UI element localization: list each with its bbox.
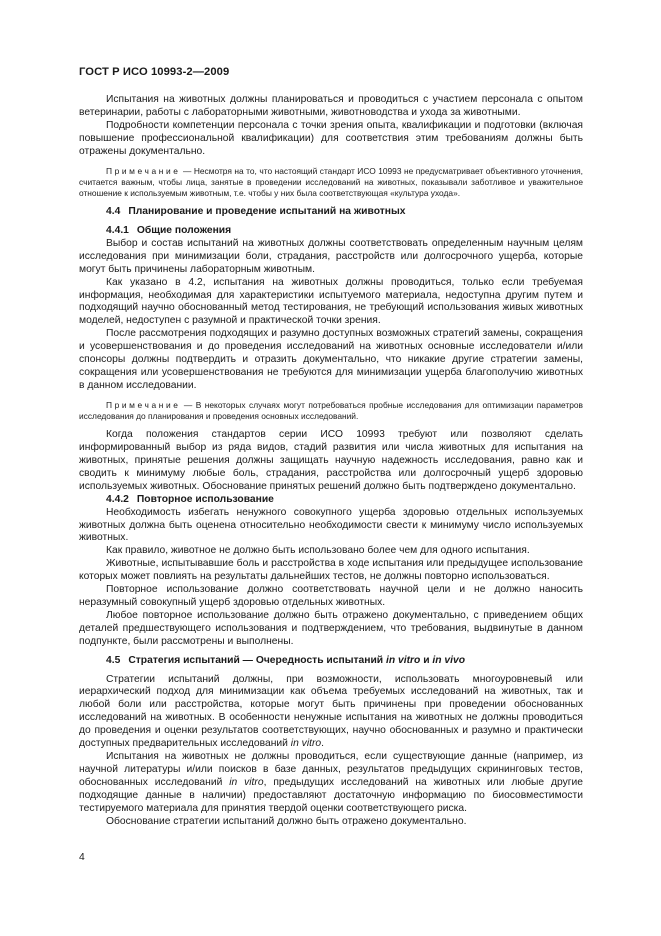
page-number: 4 <box>79 852 85 863</box>
section-title: Планирование и проведение испытаний на животных <box>128 206 406 218</box>
section-title-italic: in vivo <box>432 654 466 666</box>
paragraph-text: , предыдущих исследований на животных или любые другие подходящие данные в наличии) предоставляют достаточную информацию по биосовместимости тестируемого материала для принятия твердой оценки соответствующего риска. <box>79 776 583 814</box>
section-number: 4.4 <box>106 206 121 218</box>
note <box>79 400 583 422</box>
section-title: Общие положения <box>136 225 232 237</box>
document-header: ГОСТ Р ИСО 10993-2—2009 <box>79 66 230 78</box>
paragraph: Обоснование стратегии испытаний должно быть отражено документально. <box>106 815 467 827</box>
section-heading-4-5 <box>79 655 583 668</box>
paragraph: Подробности компетенции персонала с точки зрения опыта, квалификации и подготовки (включая повышение профессиональной квалификации) для соответствия этим требованиям должны быть отражены документально. <box>79 119 583 157</box>
paragraph: После рассмотрения подходящих и разумно доступных возможных стратегий замены, сокращения и усовершенствования и до проведения исследований на животных основные исследователи и/или спонсоры должны подтвердить и отразить документально, что никакие другие стратегии замены, сокращения или усовершенствования не требуются для минимизации ущерба благополучию животных в данном исследовании. <box>79 328 583 391</box>
paragraph: Испытания на животных должны планироваться и проводиться с участием персонала с опытом ветеринарии, работы с лабораторными животными, животноводства и ухода за животными. <box>79 94 583 118</box>
paragraph: Как правило, животное не должно быть использовано более чем для одного испытания. <box>106 545 530 557</box>
page-content <box>79 94 583 828</box>
section-heading-4-4 <box>79 206 583 219</box>
section-number: 4.5 <box>106 654 121 666</box>
paragraph: Повторное использование должно соответствовать научной цели и не должно наносить неразумный совокупный ущерб здоровью отдельных животных. <box>79 584 583 609</box>
paragraph-text: Испытания на животных не должны проводиться, если существующие данные (например, из научной литературы и/или поисков в базе данных, результатов предыдущих скрининговых тестов, обоснованных исследований <box>79 750 583 788</box>
paragraph: Выбор и состав испытаний на животных должны соответствовать определенным научным целям исследования при минимизации боли, страдания, расстройств или долгосрочного ущерба, которые могут быть причинены лабораторным животным. <box>79 237 583 275</box>
note-text: — В некоторых случаях могут потребоваться пробные исследования для оптимизации параметров исследования до планирования и проведения основных исследований. <box>79 399 583 422</box>
note <box>79 166 583 200</box>
paragraph <box>79 751 583 816</box>
subsection-heading-4-4-1 <box>79 225 583 238</box>
section-title: Повторное использование <box>136 493 274 505</box>
section-title-italic: in vitro <box>386 654 421 666</box>
subsection-heading-4-4-2 <box>79 494 583 507</box>
note-text: — Несмотря на то, что настоящий стандарт ИСО 10993 не предусматривает объективного уточнения, считается важным, чтобы лица, занятые в проведении исследований на животных, показывали заботливое и уважительное отношение к используемым животным, т.е. чтобы у них была соответствующая «культура ухода». <box>79 165 583 198</box>
section-number: 4.4.2 <box>106 493 129 505</box>
paragraph: Любое повторное использование должно быть отражено документально, с приведением общих деталей предшествующего использования и подтверждением, что требования, выдвинутые в данном подпункте, были рассмотрены и выполнены. <box>79 609 583 647</box>
note-label: Примечание <box>106 399 181 410</box>
paragraph: Необходимость избегать ненужного совокупного ущерба здоровью отдельных используемых животных должна быть оценена относительно необходимости свести к минимуму число используемых животных. <box>79 506 583 544</box>
paragraph-text: Стратегии испытаний должны, при возможности, использовать многоуровневый или иерархический подход для минимизации как объема требуемых исследований на животных, так и любой боли или расстройства, которые могут быть причинены при проведении обоснованных исследований на животных. В особенности ненужные испытания на животных не должны проводиться до проведения и оценки результатов соответствующих, научно обоснованных и разумно и практически доступных предварительных исследований <box>79 673 583 750</box>
note-label: Примечание <box>106 165 181 176</box>
paragraph-italic: in vitro <box>229 776 264 788</box>
paragraph: Как указано в 4.2, испытания на животных должны проводиться, только если требуемая информация, необходимая для характеристики испытуемого материала, недоступна другим путем и подходящий научно обоснованный метод тестирования, не требующий использования живых животных моделей, недоступен с разумной и практической точки зрения. <box>79 276 583 327</box>
section-title: Стратегия испытаний — Очередность испытаний <box>128 654 386 666</box>
paragraph <box>79 674 583 751</box>
paragraph-italic: in vitro <box>290 738 322 750</box>
section-number: 4.4.1 <box>106 225 129 237</box>
paragraph: Животные, испытывавшие боль и расстройства в ходе испытания или предыдущее использование которых может повлиять на результаты дальнейших тестов, не должны повторно использоваться. <box>79 558 583 583</box>
paragraph: Когда положения стандартов серии ИСО 10993 требуют или позволяют сделать информированный выбор из ряда видов, стадий развития или числа животных для испытания на животных, принятые решения должны защищать научную надежность исследования, равно как и сводить к минимуму любые боль, страдания, расстройства или долгосрочный ущерб здоровью используемых животных. Обоснование принятых решений должно быть подтверждено документально. <box>79 429 583 492</box>
paragraph-text: . <box>321 738 324 750</box>
section-title: и <box>420 654 433 666</box>
